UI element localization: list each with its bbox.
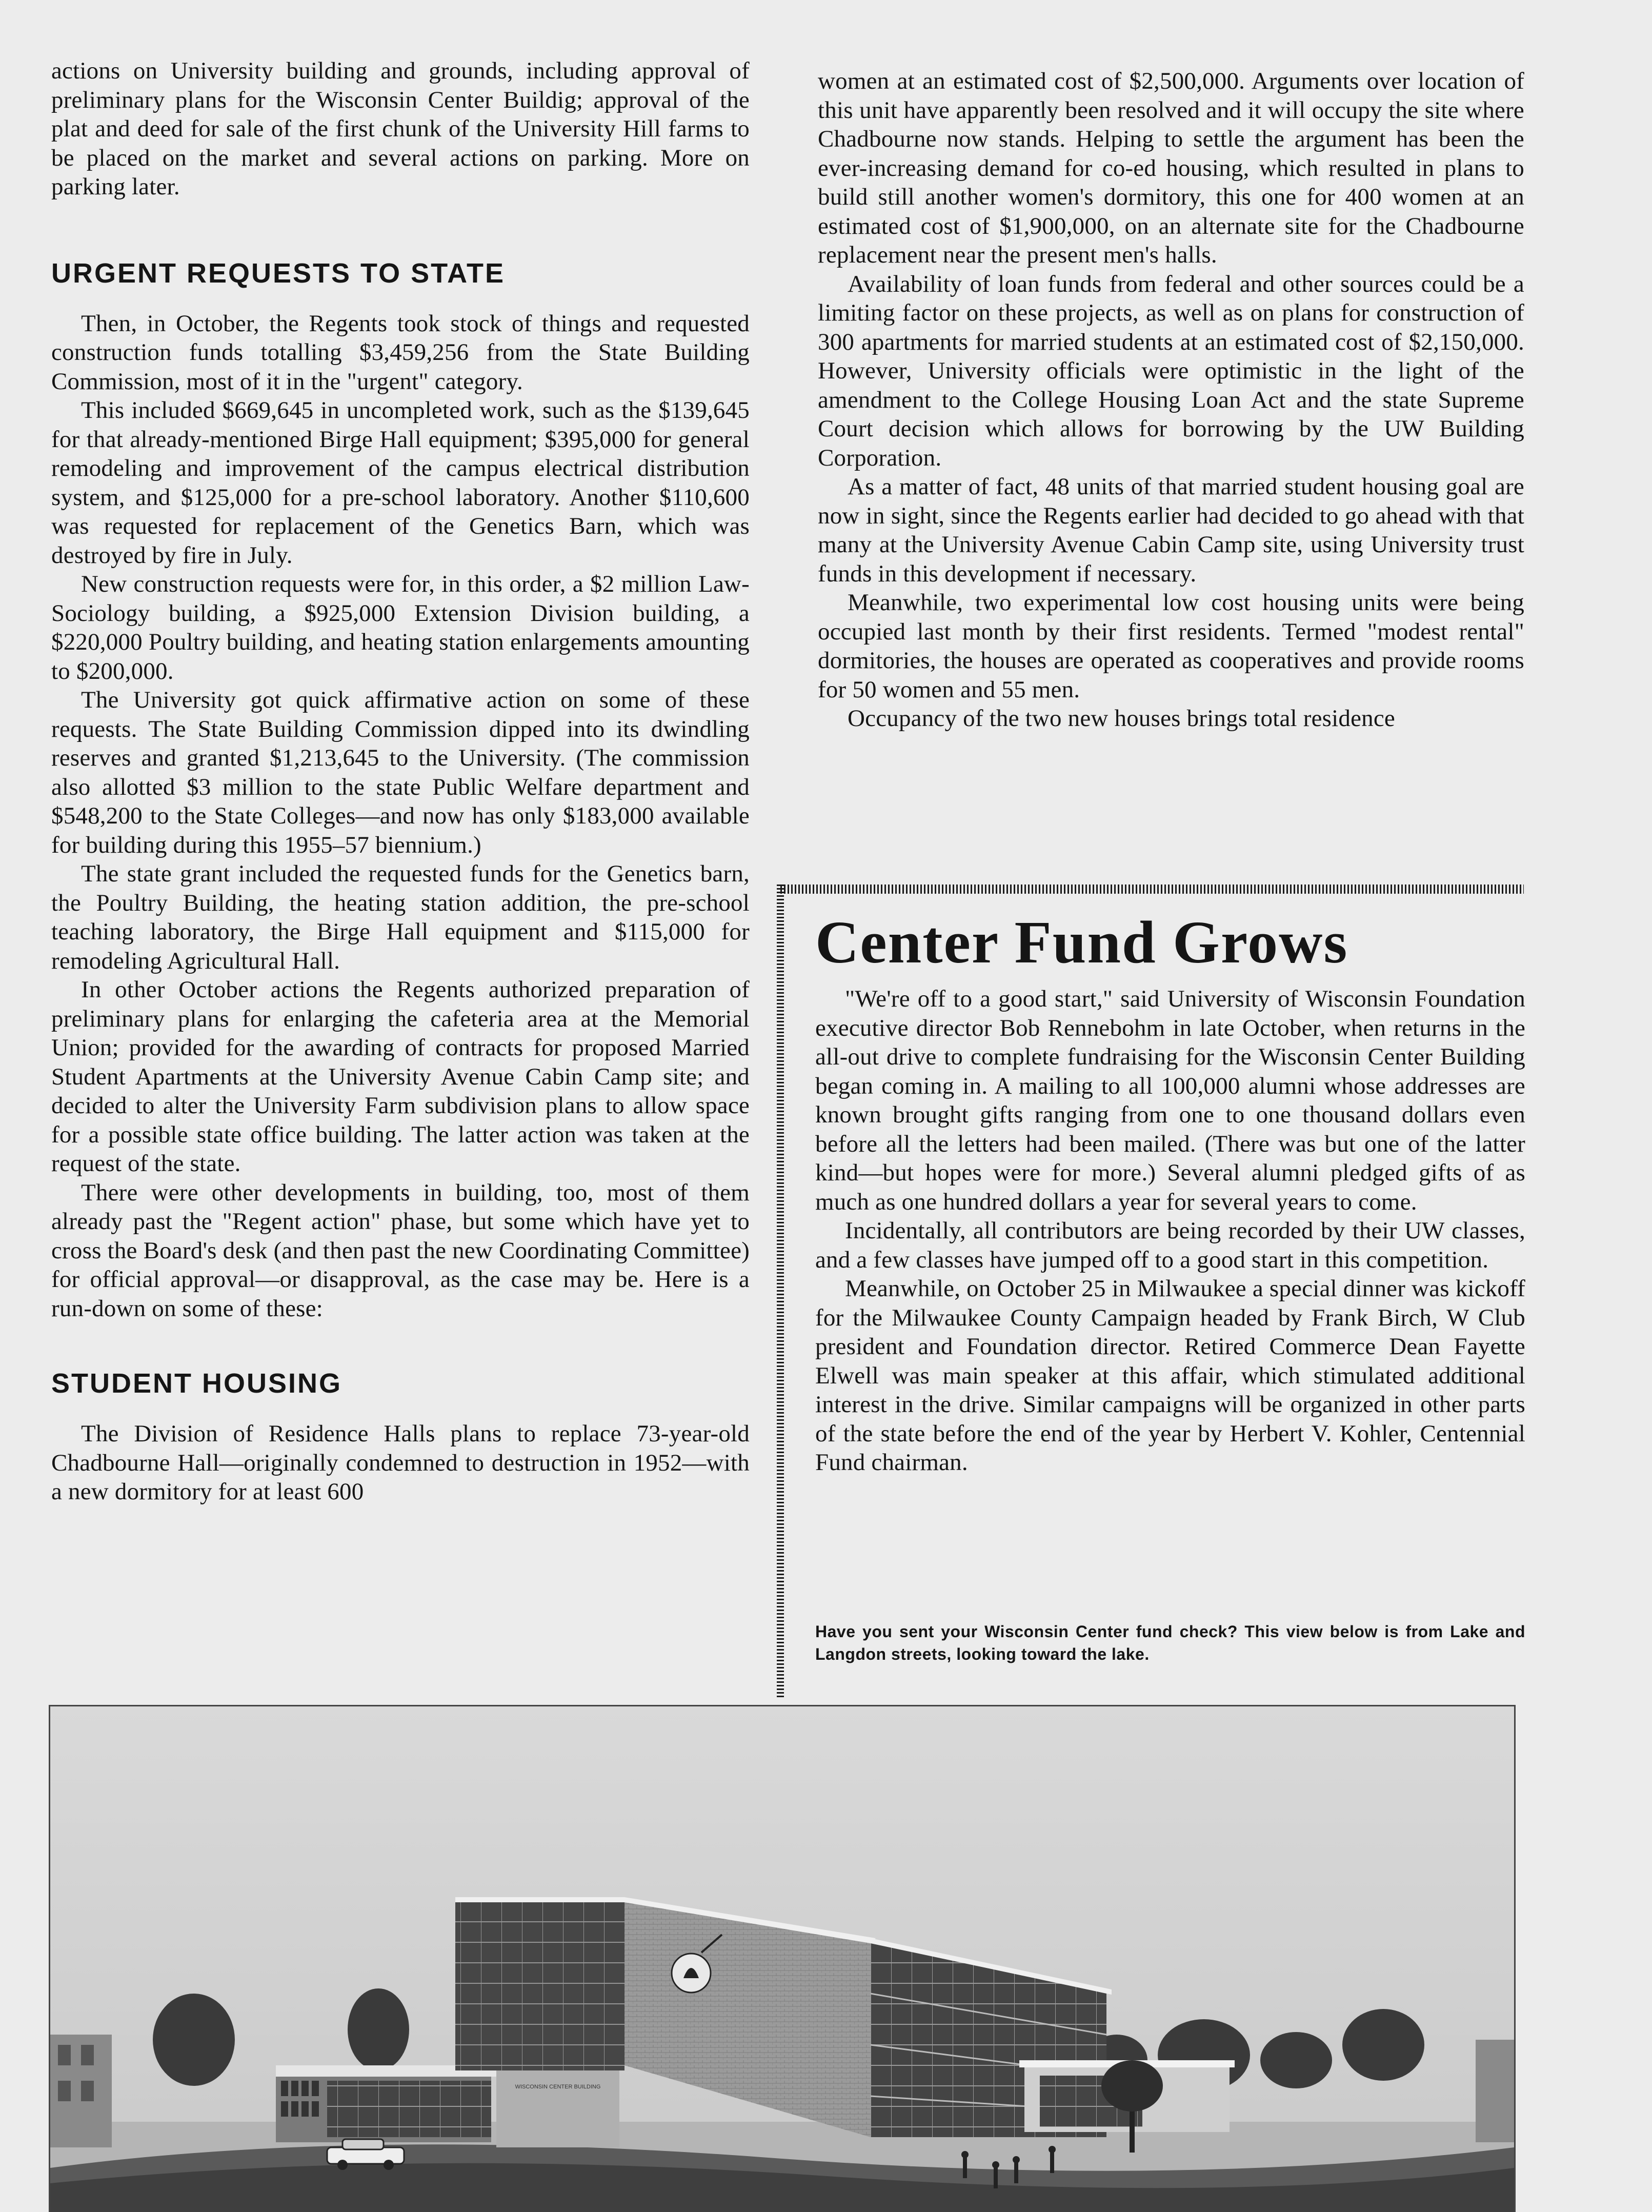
box-divider-left bbox=[777, 884, 784, 1697]
paragraph: Then, in October, the Regents took stock of things and requested construction funds totalling $3,459,256 from the State Building Commission, most of it in the "urgent" category. bbox=[51, 310, 750, 395]
paragraph: Availability of loan funds from federal and other sources could be a limiting factor on these projects, as well as on plans for construction of 300 apartments for married students at an estimated cost of $2,150,000. However, University officials were optimistic in the light of the amendment to the College Housing Loan Act and the state Supreme Court decision which allows for borrowing by the UW Building Corporation. bbox=[818, 270, 1524, 471]
paragraph: New construction requests were for, in this order, a $2 million Law-Sociology building, a $925,000 Extension Division building, a $220,000 Poultry building, and heating station enlargements amounting to $200,000. bbox=[51, 571, 750, 685]
paragraph: "We're off to a good start," said University of Wisconsin Foundation executive director Bob Rennebohm in late October, when returns in the all-out drive to complete fundraising for the Wisconsin Center Building began coming in. A mailing to all 100,000 alumni whose addresses are known brought gifts ranging from one to one thousand dollars even before all the letters had been mailed. (There was but one of the latter kind—but hopes were for more.) Several alumni pledged gifts of as much as one hundred dollars a year for several years to come. bbox=[815, 986, 1525, 1215]
heading-urgent-requests: URGENT REQUESTS TO STATE bbox=[51, 257, 506, 289]
paragraph: As a matter of fact, 48 units of that married student housing goal are now in sight, since the Regents earlier had decided to go ahead with that many at the University Avenue Cabin Camp site, using University trust funds in this development if necessary. bbox=[818, 473, 1524, 587]
heading-student-housing: STUDENT HOUSING bbox=[51, 1368, 343, 1399]
paragraph: In other October actions the Regents authorized preparation of preliminary plans for enlarging the cafeteria area at the Memorial Union; provided for the awarding of contracts for proposed Married Student Apartments at the University Avenue Cabin Camp site; and decided to alter the University Farm subdivision plans to allow space for a possible state office building. The latter action was taken at the request of the state. bbox=[51, 976, 750, 1177]
box-divider-top bbox=[780, 884, 1524, 894]
right-column bbox=[818, 67, 1524, 733]
building-illustration bbox=[49, 1705, 1516, 2212]
paragraph: Meanwhile, two experimental low cost housing units were being occupied last month by their first residents. Termed "modest rental" dormitories, the houses are operated as cooperatives and provide rooms for 50 women and 55 men. bbox=[818, 589, 1524, 703]
paragraph: There were other developments in building, too, most of them already past the "Regent action" phase, but some which have yet to cross the Board's desk (and then past the new Coordinating Committee) for official approval—or disapproval, as the case may be. Here is a run-down on some of these: bbox=[51, 1179, 750, 1322]
paragraph: Incidentally, all contributors are being recorded by their UW classes, and a few classes have jumped off to a good start in this competition. bbox=[815, 1217, 1525, 1273]
photo-caption: Have you sent your Wisconsin Center fund check? This view below is from Lake and Langdon streets, looking toward the lake. bbox=[815, 1622, 1525, 1663]
box-title: Center Fund Grows bbox=[815, 909, 1348, 976]
left-column bbox=[51, 56, 750, 1506]
paragraph: The state grant included the requested funds for the Genetics barn, the Poultry Building, the heating station addition, the pre-school teaching laboratory, the Birge Hall equipment and $115,000 for remodeling Agricultural Hall. bbox=[51, 860, 750, 974]
center-fund-box bbox=[815, 910, 1525, 1477]
intro-paragraph: actions on University building and grounds, including approval of preliminary plans for the Wisconsin Center Buildig; approval of the plat and deed for sale of the first chunk of the University Hill farms to be placed on the market and several actions on parking. More on parking later. bbox=[51, 57, 750, 200]
building-sign: WISCONSIN CENTER BUILDING bbox=[515, 2084, 601, 2090]
paragraph: This included $669,645 in uncompleted work, such as the $139,645 for that already-mentioned Birge Hall equipment; $395,000 for general remodeling and improvement of the campus electrical distribution system, and $125,000 for a pre-school laboratory. Another $110,600 was requested for replacement of the Genetics Barn, which was destroyed by fire in July. bbox=[51, 397, 750, 569]
paragraph: Occupancy of the two new houses brings total residence bbox=[848, 705, 1395, 732]
paragraph: The Division of Residence Halls plans to replace 73-year-old Chadbourne Hall—originally condemned to destruction in 1952—with a new dormitory for at least 600 bbox=[51, 1420, 750, 1505]
continuation-paragraph: women at an estimated cost of $2,500,000. Arguments over location of this unit have apparently been resolved and it will occupy the site where Chadbourne now stands. Helping to settle the argument has been the ever-increasing demand for co-ed housing, which resulted in plans to build still another women's dormitory, this one for 400 women at an estimated cost of $1,900,000, on an alternate site for the Chadbourne replacement near the present men's halls. bbox=[818, 68, 1524, 268]
paragraph: The University got quick affirmative action on some of these requests. The State Building Commission dipped into its dwindling reserves and granted $1,213,645 to the University. (The commission also allotted $3 million to the state Public Welfare department and $548,200 to the State Colleges—and now has only $183,000 available for building during this 1955–57 biennium.) bbox=[51, 687, 750, 858]
paragraph: Meanwhile, on October 25 in Milwaukee a special dinner was kickoff for the Milwaukee County Campaign headed by Frank Birch, W Club president and Foundation director. Retired Commerce Dean Fayette Elwell was main speaker at this affair, which stimulated additional interest in the drive. Similar campaigns will be organized in other parts of the state before the end of the year by Herbert V. Kohler, Centennial Fund chairman. bbox=[815, 1275, 1525, 1476]
